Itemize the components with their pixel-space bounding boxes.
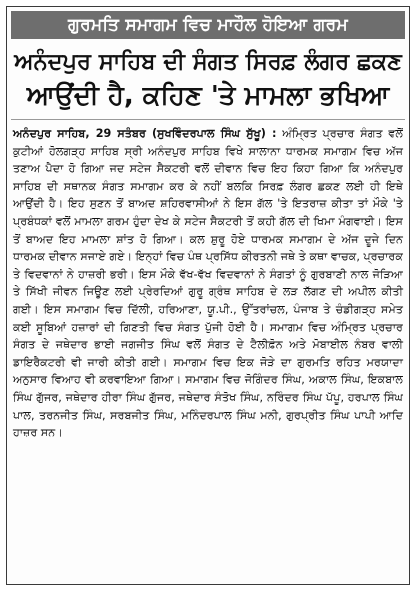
- headline: [11, 45, 405, 113]
- headline-line-1: ਅਨੰਦਪੁਰ ਸਾਹਿਬ ਦੀ ਸੰਗਤ ਸਿਰਫ਼ ਲੰਗਰ ਛਕਣ: [14, 49, 402, 75]
- article-body: [13, 125, 403, 442]
- newspaper-clipping: [6, 6, 410, 585]
- dateline: ਅਨੰਦਪੁਰ ਸਾਹਿਬ, 29 ਸਤੰਬਰ (ਸੁਖਵਿੰਦਰਪਾਲ ਸਿੰਘ ਸੁੱਖੂ) :: [13, 127, 277, 140]
- kicker-banner: ਗੁਰਮਤਿ ਸਮਾਗਮ ਵਿਚ ਮਾਹੌਲ ਹੋਇਆ ਗਰਮ: [11, 11, 405, 39]
- headline-line-2: ਆਉਂਦੀ ਹੈ, ਕਹਿਣ 'ਤੇ ਮਾਮਲਾ ਭਖਿਆ: [26, 81, 390, 111]
- divider: [11, 119, 405, 120]
- article-text: ਅੰਮ੍ਰਿਤ ਪ੍ਰਚਾਰ ਸੰਗਤ ਵਲੋਂ ਕੁਟੀਆਂ ਹੋਲਗੜ੍ਹ ਸਾਹਿਬ ਸ੍ਰੀ ਅਨੰਦਪੁਰ ਸਾਹਿਬ ਵਿਖੇ ਸਾਲਾਨਾ ਧਾਰਮਕ ਸਮਾਗਮ ਵਿਚ ਅੱਜ ਤਣਾਅ ਪੈਦਾ ਹੋ ਗਿਆ ਜਦ ਸਟੇਜ ਸੈਕਟਰੀ ਵਲੋਂ ਦੀਵਾਨ ਵਿਚ ਇਹ ਕਿਹਾ ਗਿਆ ਕਿ ਅਨੰਦਪੁਰ ਸਾਹਿਬ ਦੀ ਸਥਾਨਕ ਸੰਗਤ ਸਮਾਗਮ ਕਰ ਕੇ ਨਹੀਂ ਬਲਕਿ ਸਿਰਫ਼ ਲੰਗਰ ਛਕਣ ਲਈ ਹੀ ਇਥੇ ਆਉਂਦੀ ਹੈ। ਇਹ ਸੁਣਨ ਤੋਂ ਬਾਅਦ ਸ਼ਹਿਰਵਾਸੀਆਂ ਨੇ ਇਸ ਗੱਲ 'ਤੇ ਇਤਰਾਜ਼ ਕੀਤਾ ਤਾਂ ਮੌਕੇ 'ਤੇ ਪ੍ਰਬੰਧਕਾਂ ਵਲੋਂ ਮਾਮਲਾ ਗਰਮ ਹੁੰਦਾ ਦੇਖ ਕੇ ਸਟੇਜ ਸੈਕਟਰੀ ਤੋਂ ਕਹੀ ਗੱਲ ਦੀ ਖਿਮਾ ਮੰਗਵਾਈ। ਇਸ ਤੋਂ ਬਾਅਦ ਇਹ ਮਾਮਲਾ ਸ਼ਾਂਤ ਹੋ ਗਿਆ। ਕਲ ਸ਼ੁਰੂ ਹੋਏ ਧਾਰਮਕ ਸਮਾਗਮ ਦੇ ਅੱਜ ਦੂਜੇ ਦਿਨ ਧਾਰਮਕ ਦੀਵਾਨ ਸਜਾਏ ਗਏ। ਇਨ੍ਹਾਂ ਵਿਚ ਪੰਥ ਪ੍ਰਸਿੱਧ ਕੀਰਤਨੀ ਜਥੇ ਤੇ ਕਥਾ ਵਾਚਕ, ਪ੍ਰਚਾਰਕ ਤੇ ਵਿਦਵਾਨਾਂ ਨੇ ਹਾਜ਼ਰੀ ਭਰੀ। ਇਸ ਮੌਕੇ ਵੱਖ-ਵੱਖ ਵਿਦਵਾਨਾਂ ਨੇ ਸੰਗਤਾਂ ਨੂੰ ਗੁਰਬਾਣੀ ਨਾਲ ਜੋੜਿਆ ਤੇ ਸਿੱਖੀ ਜੀਵਨ ਜਿਊਣ ਲਈ ਪ੍ਰੇਰਦਿਆਂ ਗੁਰੂ ਗ੍ਰੰਥ ਸਾਹਿਬ ਦੇ ਲੜ ਲੱਗਣ ਦੀ ਅਪੀਲ ਕੀਤੀ ਗਈ। ਇਸ ਸਮਾਗਮ ਵਿਚ ਦਿੱਲੀ, ਹਰਿਆਣਾ, ਯੂ.ਪੀ., ਉੱਤਰਾਂਚਲ, ਪੰਜਾਬ ਤੇ ਚੰਡੀਗੜ੍ਹ ਸਮੇਤ ਕਈ ਸੂਬਿਆਂ ਹਜ਼ਾਰਾਂ ਦੀ ਗਿਣਤੀ ਵਿਚ ਸੰਗਤ ਪੁੱਜੀ ਹੋਈ ਹੈ। ਸਮਾਗਮ ਵਿਚ ਅੰਮ੍ਰਿਤ ਪ੍ਰਚਾਰ ਸੰਗਤ ਦੇ ਜਥੇਦਾਰ ਭਾਈ ਜਗਜੀਤ ਸਿੰਘ ਵਲੋਂ ਸੰਗਤ ਦੇ ਟੈਲੀਫ਼ੋਨ ਅਤੇ ਮੋਬਾਈਲ ਨੰਬਰ ਵਾਲੀ ਡਾਇਰੈਕਟਰੀ ਵੀ ਜਾਰੀ ਕੀਤੀ ਗਈ। ਸਮਾਗਮ ਵਿਚ ਇਕ ਜੋੜੇ ਦਾ ਗੁਰਮਤਿ ਰਹਿਤ ਮਰਯਾਦਾ ਅਨੁਸਾਰ ਵਿਆਹ ਵੀ ਕਰਵਾਇਆ ਗਿਆ। ਸਮਾਗਮ ਵਿਚ ਜੋਗਿੰਦਰ ਸਿੰਘ, ਅਕਾਲ ਸਿੰਘ, ਇਕਬਾਲ ਸਿੰਘ ਗੁੱਜਰ, ਜਥੇਦਾਰ ਹੀਰਾ ਸਿੰਘ ਗੁੱਜਰ, ਜਥੇਦਾਰ ਸੰਤੋਖ ਸਿੰਘ, ਨਰਿੰਦਰ ਸਿੰਘ ਪੱਪੂ, ਹਰਪਾਲ ਸਿੰਘ ਪਾਲ, ਤਰਨਜੀਤ ਸਿੰਘ, ਸਰਬਜੀਤ ਸਿੰਘ, ਮਨਿੰਦਰਪਾਲ ਸਿੰਘ ਮਨੀ, ਗੁਰਪ੍ਰੀਤ ਸਿੰਘ ਪਾਪੀ ਆਦਿ ਹਾਜ਼ਰ ਸਨ।: [13, 127, 403, 440]
